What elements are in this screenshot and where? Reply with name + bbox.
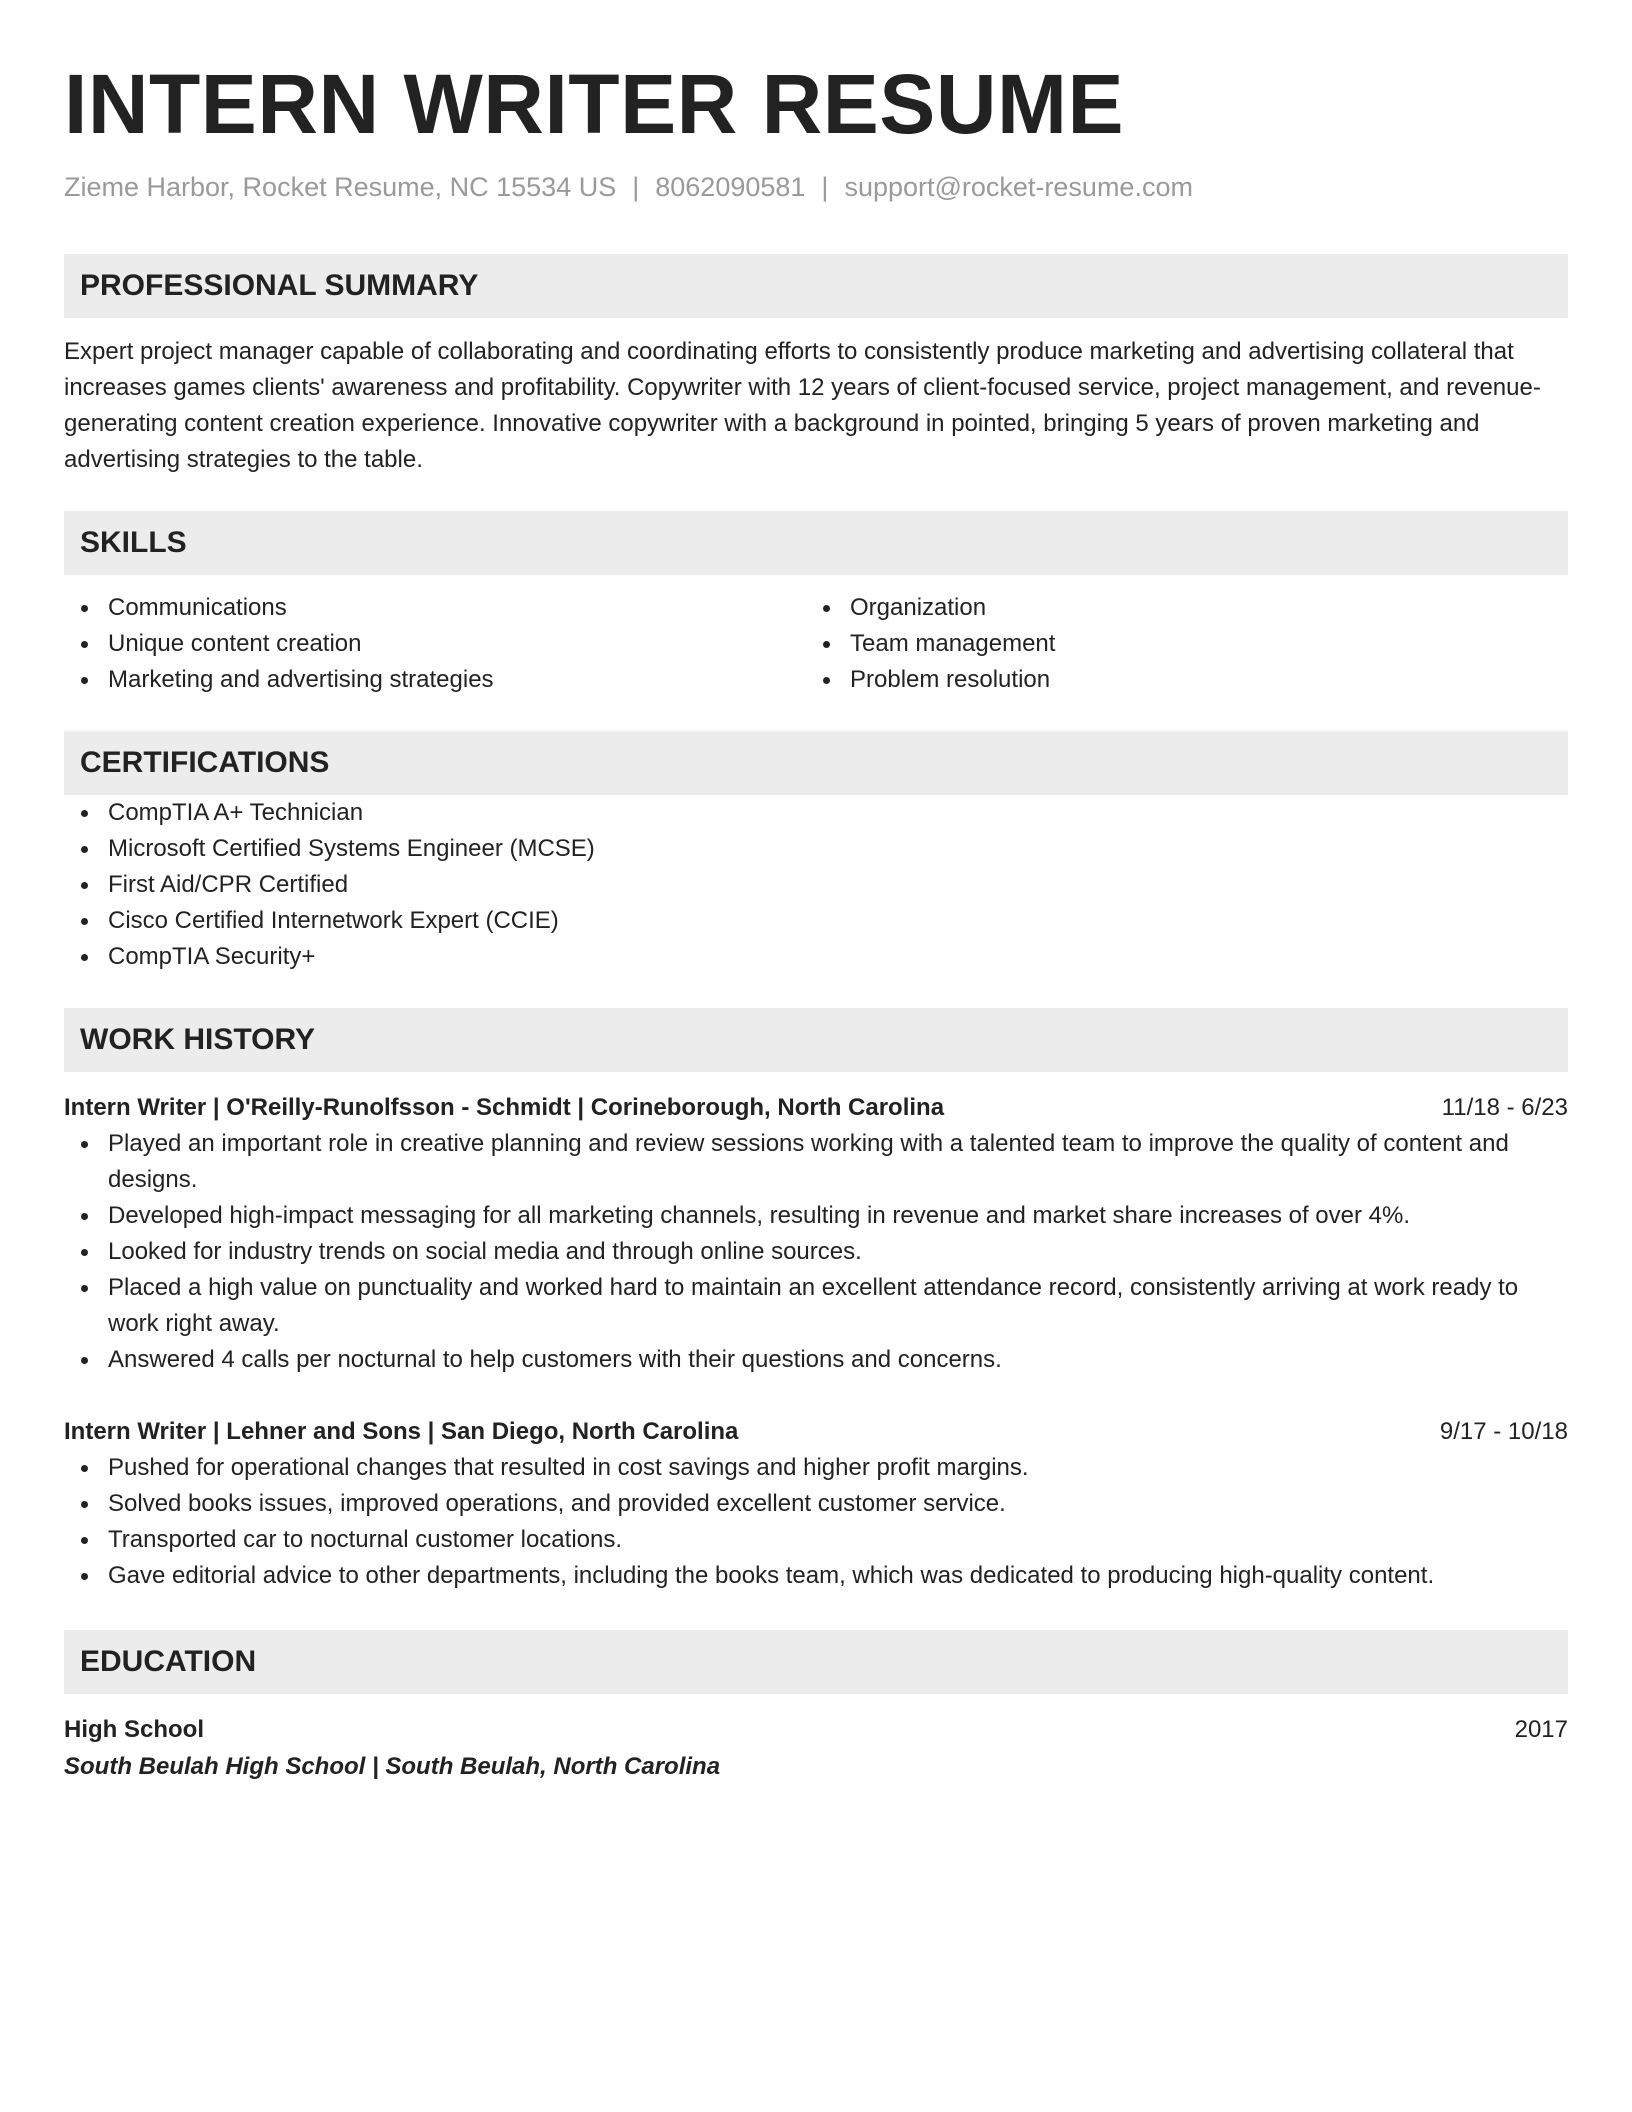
job-bullet: Played an important role in creative planning and review sessions working with a talented team to improve the quality of content and designs. xyxy=(64,1126,1568,1198)
job-bullets xyxy=(64,1126,1568,1378)
job-entry xyxy=(64,1414,1568,1594)
skill-item: Problem resolution xyxy=(806,662,1548,698)
contact-address: Zieme Harbor, Rocket Resume, NC 15534 US xyxy=(64,172,617,202)
job-bullet: Answered 4 calls per nocturnal to help customers with their questions and concerns. xyxy=(64,1342,1568,1378)
work-history-heading: WORK HISTORY xyxy=(64,1008,1568,1072)
job-title: Intern Writer | Lehner and Sons | San Diego, North Carolina xyxy=(64,1418,739,1445)
job-dates: 11/18 - 6/23 xyxy=(1441,1094,1568,1121)
job-header xyxy=(64,1090,1568,1126)
certifications-list xyxy=(64,795,1568,975)
certification-item: CompTIA A+ Technician xyxy=(64,795,1568,831)
skill-item: Communications xyxy=(64,590,806,626)
job-bullet: Pushed for operational changes that resulted in cost savings and higher profit margins. xyxy=(64,1450,1568,1486)
skills-list xyxy=(64,590,1568,698)
skill-item: Team management xyxy=(806,626,1548,662)
contact-line xyxy=(64,170,1568,204)
education-degree: High School xyxy=(64,1716,204,1743)
certification-item: CompTIA Security+ xyxy=(64,939,1568,975)
skill-item: Organization xyxy=(806,590,1548,626)
job-title: Intern Writer | O'Reilly-Runolfsson - Schmidt | Corineborough, North Carolina xyxy=(64,1094,945,1121)
certifications-heading: CERTIFICATIONS xyxy=(64,731,1568,795)
contact-phone: 8062090581 xyxy=(655,172,806,202)
skill-item: Marketing and advertising strategies xyxy=(64,662,806,698)
summary-heading: PROFESSIONAL SUMMARY xyxy=(64,254,1568,318)
contact-separator: | xyxy=(632,172,640,202)
job-bullet: Solved books issues, improved operations, and provided excellent customer service. xyxy=(64,1486,1568,1522)
certification-item: Cisco Certified Internetwork Expert (CCIE) xyxy=(64,903,1568,939)
summary-text: Expert project manager capable of collaborating and coordinating efforts to consistently produce marketing and advertising collateral that increases games clients' awareness and profitability. Copywriter with 12 years of client-focused service, project management, and revenue-generating content creation experience. Innovative copywriter with a background in pointed, bringing 5 years of proven marketing and advertising strategies to the table. xyxy=(64,338,1541,473)
job-bullet: Looked for industry trends on social media and through online sources. xyxy=(64,1234,1568,1270)
job-bullet: Transported car to nocturnal customer locations. xyxy=(64,1522,1568,1558)
education-header xyxy=(64,1712,1568,1748)
job-bullet: Gave editorial advice to other departments, including the books team, which was dedicated to producing high-quality content. xyxy=(64,1558,1568,1594)
job-entry xyxy=(64,1090,1568,1378)
contact-separator: | xyxy=(821,172,829,202)
education-year: 2017 xyxy=(1514,1716,1568,1743)
skills-column-right xyxy=(806,590,1548,698)
education-heading: EDUCATION xyxy=(64,1630,1568,1694)
education-school: South Beulah High School | South Beulah, North Carolina xyxy=(64,1753,721,1780)
job-dates: 9/17 - 10/18 xyxy=(1439,1418,1568,1445)
skill-item: Unique content creation xyxy=(64,626,806,662)
education-entry xyxy=(64,1712,1568,1786)
job-bullet: Placed a high value on punctuality and worked hard to maintain an excellent attendance record, consistently arriving at work ready to work right away. xyxy=(64,1270,1568,1342)
certification-item: Microsoft Certified Systems Engineer (MCSE) xyxy=(64,831,1568,867)
resume-title: INTERN WRITER RESUME xyxy=(64,57,1124,151)
skills-column-left xyxy=(64,590,806,698)
job-bullets xyxy=(64,1450,1568,1594)
skills-heading: SKILLS xyxy=(64,511,1568,575)
certification-item: First Aid/CPR Certified xyxy=(64,867,1568,903)
job-bullet: Developed high-impact messaging for all marketing channels, resulting in revenue and market share increases of over 4%. xyxy=(64,1198,1568,1234)
job-header xyxy=(64,1414,1568,1450)
contact-email: support@rocket-resume.com xyxy=(844,172,1193,202)
